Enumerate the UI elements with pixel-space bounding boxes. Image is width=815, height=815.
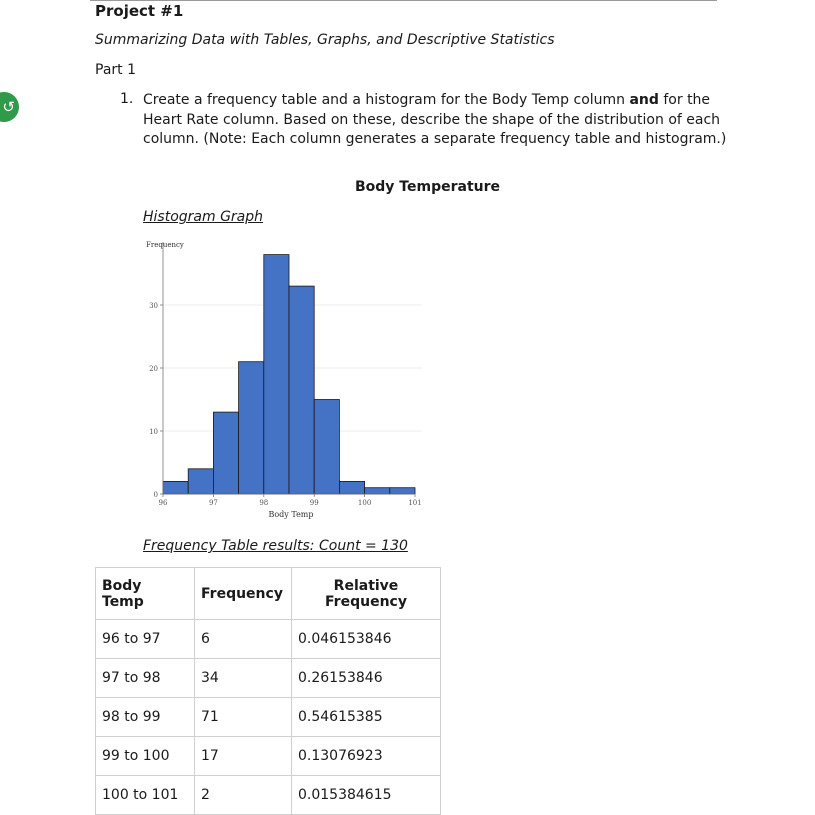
x-tick-label: 100	[357, 499, 372, 507]
histogram-bar	[239, 362, 264, 494]
question-text	[143, 91, 733, 150]
table-cell: 99 to 100	[96, 737, 195, 776]
y-axis-label: Frequency	[146, 241, 184, 249]
question-number: 1.	[120, 91, 134, 107]
question-text-a: Create a frequency table and a histogram for the Body Temp column	[143, 92, 630, 108]
question-text-bold: and	[629, 92, 659, 108]
table-cell: 97 to 98	[96, 659, 195, 698]
table-cell: 0.54615385	[292, 698, 441, 737]
y-tick-label: 0	[153, 491, 158, 499]
frequency-table	[95, 567, 441, 815]
x-tick-label: 101	[408, 499, 422, 507]
table-row	[96, 659, 441, 698]
frequency-table-link[interactable]: Frequency Table results: Count = 130	[143, 538, 408, 554]
table-cell: 96 to 97	[96, 620, 195, 659]
histogram-graph-link[interactable]: Histogram Graph	[143, 209, 264, 225]
column-header: Body Temp	[96, 568, 195, 620]
table-cell: 0.26153846	[292, 659, 441, 698]
column-header: Relative Frequency	[292, 568, 441, 620]
x-tick-label: 98	[259, 499, 269, 507]
x-tick-label: 96	[158, 499, 168, 507]
y-tick-label: 20	[149, 365, 158, 373]
table-row	[96, 737, 441, 776]
table-row	[96, 698, 441, 737]
table-cell: 17	[195, 737, 292, 776]
y-tick-label: 30	[149, 302, 158, 310]
column-header: Frequency	[195, 568, 292, 620]
histogram-bar	[339, 481, 364, 494]
table-cell: 100 to 101	[96, 776, 195, 815]
histogram-bar	[365, 488, 390, 494]
x-axis-label: Body Temp	[268, 510, 314, 519]
chart-heading: Body Temperature	[355, 179, 501, 195]
table-header-row	[96, 568, 441, 620]
table-row	[96, 620, 441, 659]
project-title: Project #1	[95, 2, 184, 20]
histogram-bar	[289, 286, 314, 494]
page-subtitle: Summarizing Data with Tables, Graphs, and Descriptive Statistics	[95, 32, 555, 48]
x-tick-label: 99	[309, 499, 319, 507]
table-cell: 34	[195, 659, 292, 698]
table-cell: 6	[195, 620, 292, 659]
table-cell: 2	[195, 776, 292, 815]
histogram-bar	[163, 481, 188, 494]
histogram-bar	[188, 469, 213, 494]
table-cell: 0.015384615	[292, 776, 441, 815]
y-tick-label: 10	[149, 428, 158, 436]
question-text-b: for the Heart Rate column. Based on these, describe the shape of the distribution of each column. (Note: Each column generates a separate frequency table and histogram.)	[143, 92, 727, 147]
table-row	[96, 776, 441, 815]
table-cell: 98 to 99	[96, 698, 195, 737]
table-cell: 0.046153846	[292, 620, 441, 659]
x-tick-label: 97	[208, 499, 218, 507]
table-cell: 71	[195, 698, 292, 737]
histogram-bar	[213, 412, 238, 494]
part-label: Part 1	[95, 62, 136, 78]
circular-badge-icon[interactable]: ↺	[0, 92, 19, 122]
histogram-bar	[264, 255, 289, 494]
top-divider	[90, 0, 717, 1]
histogram-bar	[314, 400, 339, 495]
histogram-bar	[390, 488, 415, 494]
table-cell: 0.13076923	[292, 737, 441, 776]
